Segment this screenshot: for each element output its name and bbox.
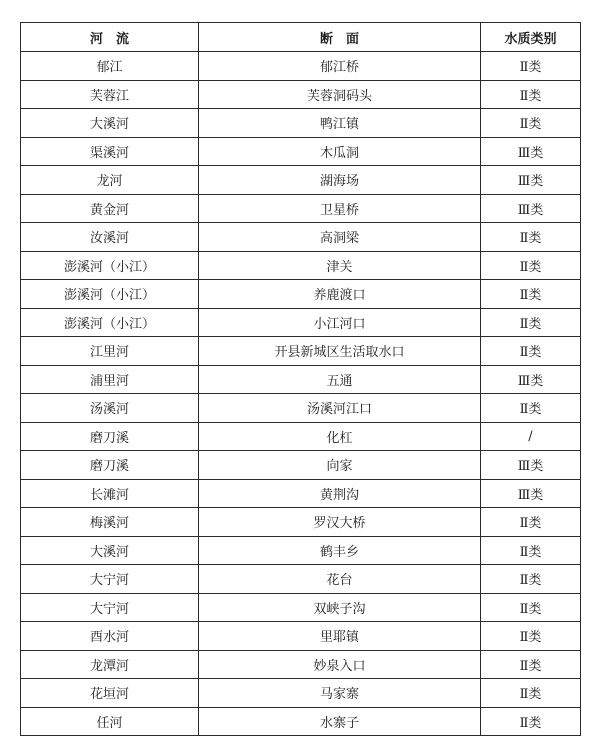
section-cell: 开县新城区生活取水口 [199, 337, 481, 366]
table-row [21, 337, 581, 366]
table-header [21, 23, 581, 52]
river-cell: 磨刀溪 [21, 422, 199, 451]
river-cell: 澎溪河（小江） [21, 308, 199, 337]
section-cell: 五通 [199, 365, 481, 394]
class-cell: Ⅱ类 [481, 394, 581, 423]
class-cell: Ⅲ类 [481, 166, 581, 195]
class-cell: Ⅲ类 [481, 451, 581, 480]
class-cell: Ⅲ类 [481, 365, 581, 394]
table-row [21, 308, 581, 337]
table-row [21, 166, 581, 195]
river-cell: 大宁河 [21, 565, 199, 594]
section-cell: 津关 [199, 251, 481, 280]
river-cell: 渠溪河 [21, 137, 199, 166]
class-cell: Ⅲ类 [481, 137, 581, 166]
table-row [21, 565, 581, 594]
section-cell: 花台 [199, 565, 481, 594]
section-cell: 小江河口 [199, 308, 481, 337]
river-cell: 龙潭河 [21, 650, 199, 679]
class-cell: Ⅱ类 [481, 707, 581, 736]
class-cell: Ⅱ类 [481, 337, 581, 366]
river-cell: 澎溪河（小江） [21, 251, 199, 280]
section-cell: 卫星桥 [199, 194, 481, 223]
class-cell: / [481, 422, 581, 451]
table-row [21, 223, 581, 252]
river-cell: 浦里河 [21, 365, 199, 394]
table-row [21, 479, 581, 508]
table-row [21, 52, 581, 81]
class-cell: Ⅱ类 [481, 109, 581, 138]
section-cell: 向家 [199, 451, 481, 480]
table-row [21, 508, 581, 537]
section-cell: 鸭江镇 [199, 109, 481, 138]
section-cell: 化杠 [199, 422, 481, 451]
table-row [21, 622, 581, 651]
section-cell: 妙泉入口 [199, 650, 481, 679]
river-cell: 大宁河 [21, 593, 199, 622]
section-cell: 鹤丰乡 [199, 536, 481, 565]
table-row [21, 650, 581, 679]
table-row [21, 109, 581, 138]
class-cell: Ⅱ类 [481, 679, 581, 708]
section-cell: 养鹿渡口 [199, 280, 481, 309]
table-body [21, 52, 581, 736]
section-cell: 木瓜洞 [199, 137, 481, 166]
river-cell: 大溪河 [21, 536, 199, 565]
class-cell: Ⅲ类 [481, 194, 581, 223]
class-cell: Ⅱ类 [481, 223, 581, 252]
section-cell: 里耶镇 [199, 622, 481, 651]
river-cell: 澎溪河（小江） [21, 280, 199, 309]
river-cell: 汝溪河 [21, 223, 199, 252]
table-row [21, 593, 581, 622]
class-cell: Ⅱ类 [481, 650, 581, 679]
river-cell: 酉水河 [21, 622, 199, 651]
class-cell: Ⅱ类 [481, 280, 581, 309]
class-cell: Ⅲ类 [481, 479, 581, 508]
section-cell: 湖海场 [199, 166, 481, 195]
class-cell: Ⅱ类 [481, 593, 581, 622]
class-cell: Ⅱ类 [481, 508, 581, 537]
section-cell: 芙蓉洞码头 [199, 80, 481, 109]
river-cell: 梅溪河 [21, 508, 199, 537]
water-quality-table [20, 22, 581, 736]
table-row [21, 394, 581, 423]
header-class: 水质类别 [481, 23, 581, 52]
class-cell: Ⅱ类 [481, 251, 581, 280]
table-row [21, 280, 581, 309]
river-cell: 芙蓉江 [21, 80, 199, 109]
class-cell: Ⅱ类 [481, 52, 581, 81]
section-cell: 高洞梁 [199, 223, 481, 252]
river-cell: 任河 [21, 707, 199, 736]
section-cell: 罗汉大桥 [199, 508, 481, 537]
class-cell: Ⅱ类 [481, 80, 581, 109]
river-cell: 郁江 [21, 52, 199, 81]
table-row [21, 422, 581, 451]
table-row [21, 451, 581, 480]
river-cell: 大溪河 [21, 109, 199, 138]
table-row [21, 707, 581, 736]
river-cell: 黄金河 [21, 194, 199, 223]
river-cell: 汤溪河 [21, 394, 199, 423]
table-row [21, 251, 581, 280]
class-cell: Ⅱ类 [481, 536, 581, 565]
table-row [21, 194, 581, 223]
river-cell: 花垣河 [21, 679, 199, 708]
section-cell: 汤溪河江口 [199, 394, 481, 423]
class-cell: Ⅱ类 [481, 622, 581, 651]
river-cell: 江里河 [21, 337, 199, 366]
header-row [21, 23, 581, 52]
river-cell: 龙河 [21, 166, 199, 195]
table-row [21, 536, 581, 565]
section-cell: 黄荆沟 [199, 479, 481, 508]
river-cell: 磨刀溪 [21, 451, 199, 480]
section-cell: 马家寨 [199, 679, 481, 708]
table-row [21, 679, 581, 708]
section-cell: 郁江桥 [199, 52, 481, 81]
table-row [21, 80, 581, 109]
section-cell: 水寨子 [199, 707, 481, 736]
header-section: 断 面 [199, 23, 481, 52]
header-river: 河 流 [21, 23, 199, 52]
class-cell: Ⅱ类 [481, 308, 581, 337]
class-cell: Ⅱ类 [481, 565, 581, 594]
river-cell: 长滩河 [21, 479, 199, 508]
table-row [21, 365, 581, 394]
section-cell: 双峡子沟 [199, 593, 481, 622]
table-row [21, 137, 581, 166]
